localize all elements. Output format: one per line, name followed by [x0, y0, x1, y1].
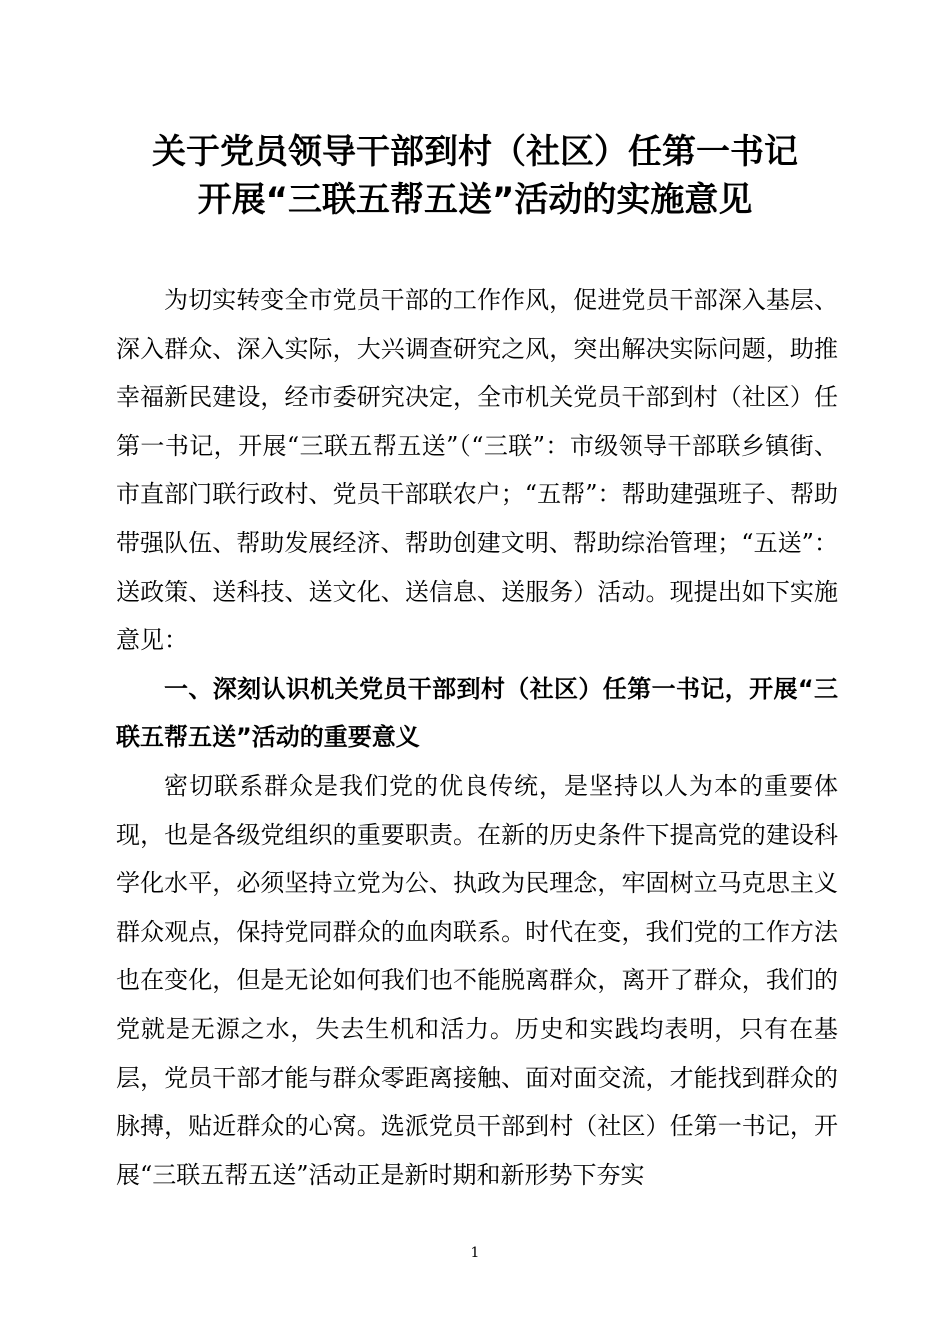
document-body: [116, 276, 838, 1199]
intro-paragraph: 为切实转变全市党员干部的工作作风，促进党员干部深入基层、深入群众、深入实际，大兴调查研究之风，突出解决实际问题，助推幸福新民建设，经市委研究决定，全市机关党员干部到村（社区）任第一书记，开展“三联五帮五送”（“三联”：市级领导干部联乡镇街、市直部门联行政村、党员干部联农户；“五帮”：帮助建强班子、帮助带强队伍、帮助发展经济、帮助创建文明、帮助综治管理；“五送”：送政策、送科技、送文化、送信息、送服务）活动。现提出如下实施意见：: [116, 286, 838, 655]
section-1-paragraph: 密切联系群众是我们党的优良传统，是坚持以人为本的重要体现，也是各级党组织的重要职责。在新的历史条件下提高党的建设科学化水平，必须坚持立党为公、执政为民理念，牢固树立马克思主义群众观点，保持党同群众的血肉联系。时代在变，我们党的工作方法也在变化，但是无论如何我们也不能脱离群众，离开了群众，我们的党就是无源之水，失去生机和活力。历史和实践均表明，只有在基层，党员干部才能与群众零距离接触、面对面交流，才能找到群众的脉搏，贴近群众的心窝。选派党员干部到村（社区）任第一书记，开展“三联五帮五送”活动正是新时期和新形势下夯实: [116, 771, 838, 1189]
title-line-2: 开展“三联五帮五送”活动的实施意见: [197, 180, 753, 220]
page-number: 1: [470, 1245, 480, 1261]
title-line-1: 关于党员领导干部到村（社区）任第一书记: [152, 132, 798, 172]
section-1-heading: 一、深刻认识机关党员干部到村（社区）任第一书记，开展“三联五帮五送”活动的重要意义: [116, 674, 838, 752]
document-title: [100, 128, 850, 224]
